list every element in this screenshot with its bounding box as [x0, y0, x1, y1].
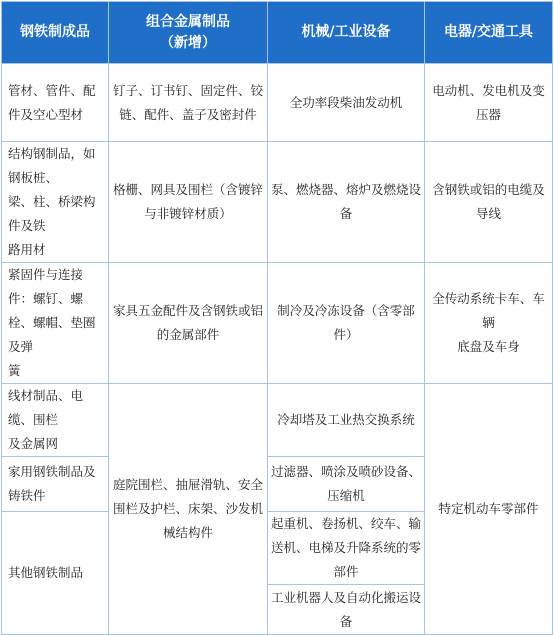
table-cell: 紧固件与连接件：螺钉、螺栓、螺帽、垫圈及弹 簧	[2, 263, 109, 384]
table-cell: 全功率段柴油发动机	[268, 64, 425, 142]
table-cell: 家用钢铁制品及铸铁件	[2, 457, 109, 512]
table-row	[2, 64, 553, 142]
table-cell: 制冷及冷冻设备（含零部件）	[268, 263, 425, 384]
table-cell-merged: 庭院围栏、抽屉滑轨、安全围栏及护栏、床架、沙发机械结构件	[109, 384, 268, 635]
table-cell: 格栅、网具及围栏（含镀锌与非镀锌材质）	[109, 142, 268, 263]
table-cell: 含钢铁或铝的电缆及导线	[425, 142, 553, 263]
table-cell: 家具五金配件及含钢铁或铝的金属部件	[109, 263, 268, 384]
header-row	[2, 2, 553, 64]
table-cell: 全传动系统卡车、车辆 底盘及车身	[425, 263, 553, 384]
table-cell-merged: 其他钢铁制品	[2, 512, 109, 635]
header-combined-metal-products: 组合金属制品 （新增）	[109, 2, 268, 64]
table-cell: 起重机、卷扬机、绞车、输送机、电梯及升降系统的零部件	[268, 512, 425, 585]
table-cell: 钉子、订书钉、固定件、铰链、配件、盖子及密封件	[109, 64, 268, 142]
table-row	[2, 142, 553, 263]
table-cell: 泵、燃烧器、熔炉及燃烧设备	[268, 142, 425, 263]
table-cell: 过滤器、喷涂及喷砂设备、压缩机	[268, 457, 425, 512]
table-cell: 结构钢制品，如钢板桩、 梁、柱、桥梁构件及铁 路用材	[2, 142, 109, 263]
table-cell: 电动机、发电机及变压器	[425, 64, 553, 142]
table-cell-merged: 特定机动车零部件	[425, 384, 553, 635]
header-steel-products: 钢铁制成品	[2, 2, 109, 64]
table-row	[2, 263, 553, 384]
table-cell: 工业机器人及自动化搬运设备	[268, 585, 425, 635]
table-cell: 冷却塔及工业热交换系统	[268, 384, 425, 457]
table-cell: 线材制品、电缆、围栏 及金属网	[2, 384, 109, 457]
table-row	[2, 384, 553, 457]
header-machinery-equipment: 机械/工业设备	[268, 2, 425, 64]
header-electrical-transport: 电器/交通工具	[425, 2, 553, 64]
table-cell: 管材、管件、配件及空心型材	[2, 64, 109, 142]
product-category-table	[1, 1, 553, 635]
